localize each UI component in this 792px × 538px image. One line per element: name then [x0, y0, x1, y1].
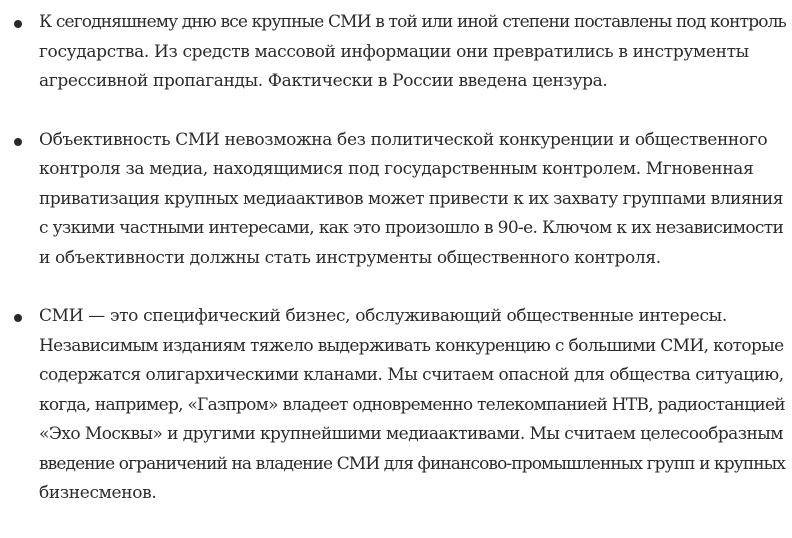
- list-item-line: введение ограничений на владение СМИ для финансово-промышленных групп и крупных: [39, 453, 786, 474]
- list-item: [0, 8, 792, 97]
- list-item-line: когда, например, «Газпром» владеет одновременно телекомпанией НТВ, радиостанцией: [39, 394, 785, 415]
- list-item-line: агрессивной пропаганды. Фактически в России введена цензура.: [39, 71, 608, 91]
- list-item-line: содержатся олигархическими кланами. Мы считаем опасной для общества ситуацию,: [39, 365, 784, 385]
- bullet-dot-icon: [14, 138, 22, 146]
- list-item-line: СМИ — это специфический бизнес, обслуживающий общественные интересы.: [39, 306, 727, 326]
- bullet-dot-icon: [14, 20, 22, 28]
- list-item: [0, 302, 792, 509]
- list-item-line: «Эхо Москвы» и другими крупнейшими медиаактивами. Мы считаем целесообразным: [39, 424, 783, 444]
- list-item-line: Независимым изданиям тяжело выдерживать конкуренцию с большими СМИ, которые: [39, 335, 784, 356]
- list-item-line: Объективность СМИ невозможна без политической конкуренции и общественного: [39, 129, 768, 150]
- list-item-line: приватизация крупных медиаактивов может привести к их захвату группами влияния: [39, 188, 783, 209]
- list-item-line: К сегодняшнему дню все крупные СМИ в той или иной степени поставлены под контроль: [39, 12, 786, 32]
- list-item-line: государства. Из средств массовой информации они превратились в инструменты: [39, 41, 749, 62]
- list-item: [0, 126, 792, 274]
- bullet-dot-icon: [14, 314, 22, 322]
- list-item-line: и объективности должны стать инструменты общественного контроля.: [39, 247, 661, 268]
- list-item-line: контроля за медиа, находящимися под государственным контролем. Мгновенная: [39, 159, 754, 179]
- bullet-list: [0, 8, 792, 538]
- list-item-line: с узкими частными интересами, как это произошло в 90-е. Ключом к их независимости: [39, 218, 784, 238]
- list-item-line: бизнесменов.: [39, 483, 157, 503]
